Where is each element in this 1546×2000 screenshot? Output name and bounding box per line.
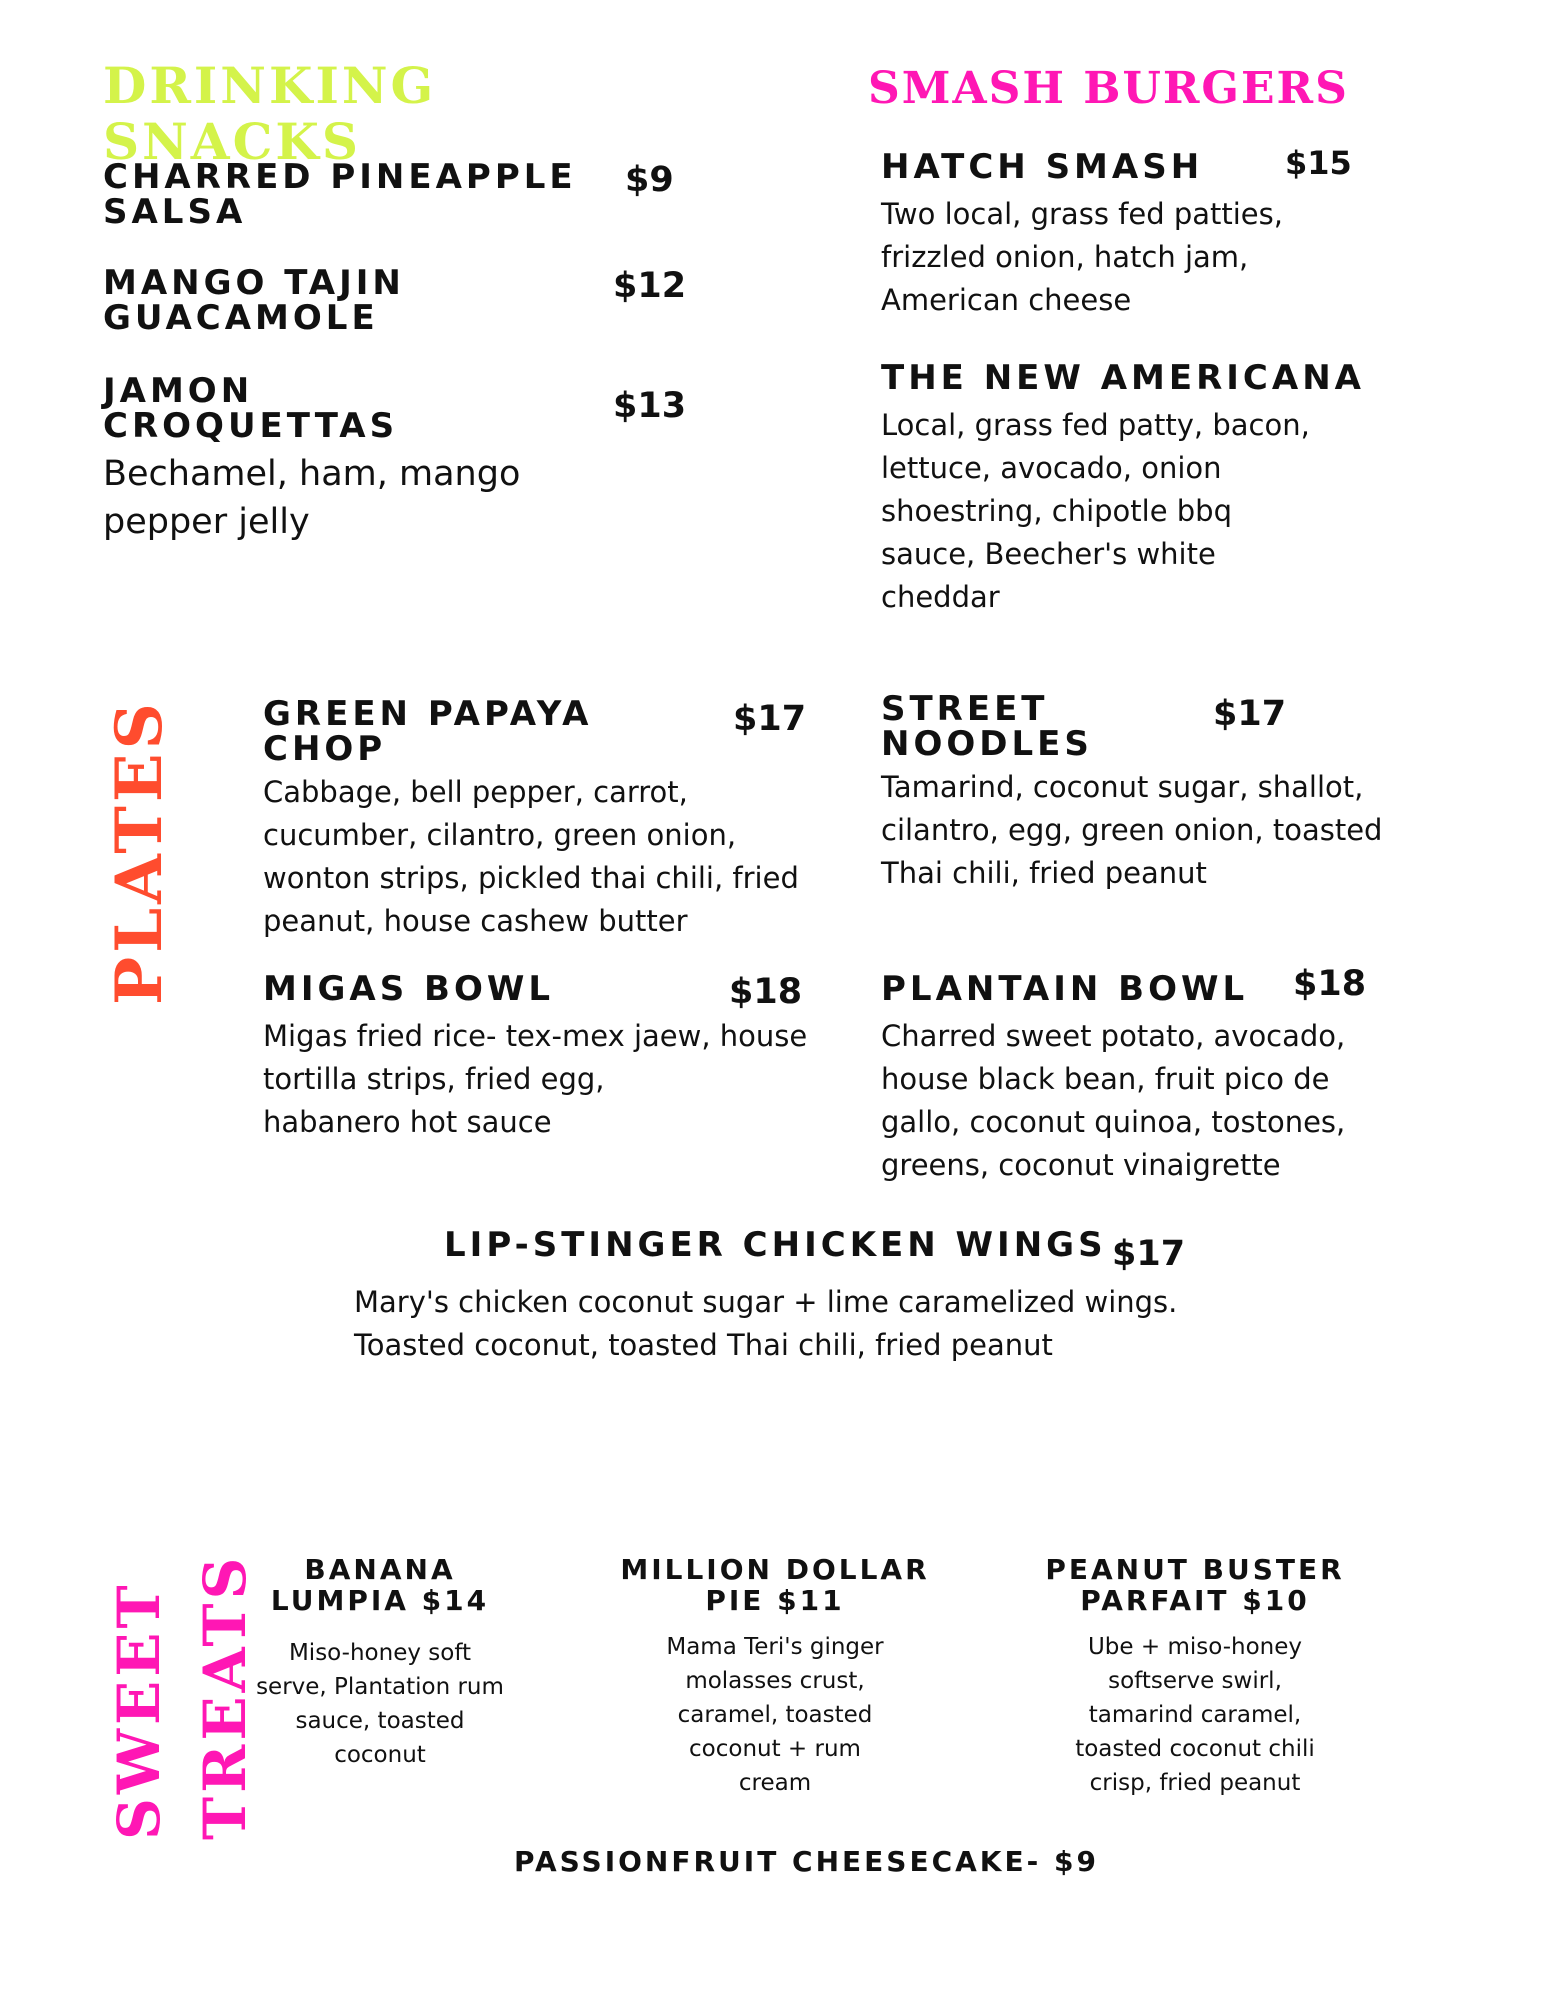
plate-item-description: Mary's chicken coconut sugar + lime caramelized wings. Toasted coconut, toasted Thai chili, fried peanut [354,1285,1178,1362]
plate-item-migas-bowl [263,969,863,1144]
snack-item-price: $13 [613,386,687,426]
burger-item-hatch-smash [881,144,1461,322]
sweet-treats-title-line2: TREATS [191,1553,259,1840]
burger-item-description: Local, grass fed patty, bacon, lettuce, avocado, onion shoestring, chipotle bbq sauce, Beecher's white cheddar [881,408,1310,614]
plate-item-description: Cabbage, bell pepper, carrot, cucumber, cilantro, green onion, wonton strips, pickled thai chili, fried peanut, house cashew butter [263,775,799,938]
plate-item-name: MIGAS BOWL [263,969,555,1009]
snack-item-description: Bechamel, ham, mango pepper jelly [103,454,521,542]
plate-item-price: $18 [1293,964,1367,1004]
burger-item-description: Two local, grass fed patties, frizzled onion, hatch jam, American cheese [881,197,1283,317]
plate-item-description: Charred sweet potato, avocado, house black bean, fruit pico de gallo, coconut quinoa, tostones, greens, coconut vinaigrette [881,1019,1346,1182]
plate-item-name: GREEN PAPAYA CHOP [263,694,593,769]
plate-item-green-papaya [263,694,863,943]
plate-item-name: PLANTAIN BOWL [881,969,1249,1009]
smash-burgers-title: SMASH BURGERS [868,63,1349,114]
burger-item-new-americana [881,358,1501,619]
sweet-treats-title-line1: SWEET [105,1581,173,1840]
treat-item-banana-lumpia [240,1554,520,1772]
snack-item-price: $12 [613,266,687,306]
plate-item-price: $18 [729,972,803,1012]
treat-item-peanut-buster-parfait [1040,1554,1350,1800]
treat-item-name: PEANUT BUSTER PARFAIT $10 [1045,1553,1345,1617]
treat-item-description: Miso-honey soft serve, Plantation rum sauce, toasted coconut [256,1640,504,1768]
plate-item-price: $17 [1112,1234,1186,1274]
burger-item-price: $15 [1285,144,1352,182]
burger-item-name: THE NEW AMERICANA [881,358,1365,398]
burger-item-name: HATCH SMASH [881,147,1204,187]
plate-item-name: STREET NOODLES [881,689,1093,764]
snack-item-name: CHARRED PINEAPPLE SALSA [103,157,577,232]
snack-item-mango-guacamole [103,263,693,338]
plates-title: PLATES [102,699,177,1005]
plate-item-chicken-wings [354,1225,1254,1367]
snack-item-price: $9 [625,160,674,200]
treat-footer-passionfruit-cheesecake: PASSIONFRUIT CHEESECAKE- $9 [514,1845,1099,1878]
drinking-snacks-title-line1: DRINKING [103,56,437,115]
snack-item-charred-pineapple [103,157,693,232]
treat-item-description: Ube + miso-honey softserve swirl, tamarind caramel, toasted coconut chili crisp, fried peanut [1075,1634,1315,1796]
treat-item-name: MILLION DOLLAR PIE $11 [620,1553,930,1617]
plate-item-price: $17 [733,699,807,739]
plate-item-description: Migas fried rice- tex-mex jaew, house tortilla strips, fried egg, habanero hot sauce [263,1019,808,1139]
treat-item-million-dollar-pie [620,1554,930,1800]
plate-item-plantain-bowl [881,964,1501,1187]
plate-item-description: Tamarind, coconut sugar, shallot, cilantro, egg, green onion, toasted Thai chili, fried peanut [881,770,1383,890]
snack-item-name: JAMON CROQUETTAS [103,371,399,446]
snack-item-name: MANGO TAJIN GUACAMOLE [103,263,405,338]
drinking-snacks-title-line2: SNACKS [103,112,361,171]
plate-item-name: LIP-STINGER CHICKEN WINGS [444,1225,1107,1265]
plate-item-price: $17 [1213,694,1287,734]
treat-item-name: BANANA LUMPIA $14 [270,1553,490,1617]
drinking-snacks-title [103,58,436,170]
plate-item-street-noodles [881,689,1501,895]
snack-item-jamon-croquettas [103,371,693,546]
treat-item-description: Mama Teri's ginger molasses crust, caramel, toasted coconut + rum cream [666,1634,884,1796]
